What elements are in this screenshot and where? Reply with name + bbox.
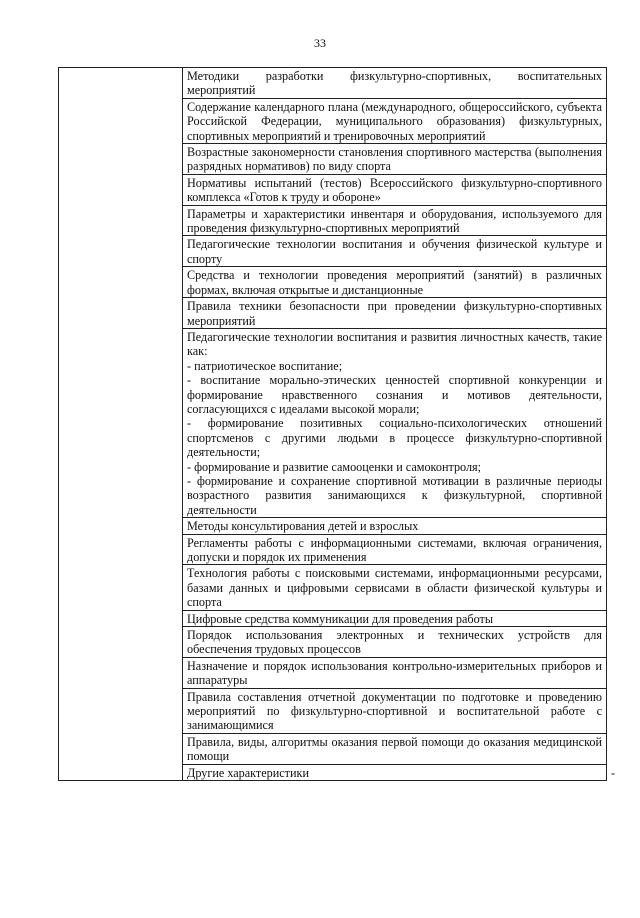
knowledge-item: Технология работы с поисковыми системами, информационными ресурсами, базами данных и цифровыми сервисами в области физической культуры и спорта	[183, 565, 607, 610]
knowledge-item: Возрастные закономерности становления спортивного мастерства (выполнения разрядных нормативов) по виду спорта	[183, 144, 607, 175]
qualities-cell	[183, 328, 607, 517]
knowledge-item: Регламенты работы с информационными системами, включая ограничения, допуски и порядок их применения	[183, 534, 607, 565]
knowledge-item: Порядок использования электронных и технических устройств для обеспечения трудовых процессов	[183, 627, 607, 658]
empty-left-cell	[59, 68, 183, 781]
knowledge-item: Нормативы испытаний (тестов) Всероссийского физкультурно-спортивного комплекса «Готов к труду и обороне»	[183, 174, 607, 205]
knowledge-item: Правила составления отчетной документации по подготовке и проведению мероприятий по физкультурно-спортивной и воспитательной работе с занимающимися	[183, 688, 607, 733]
table-row: Другие характеристики -	[59, 764, 607, 780]
knowledge-item: Педагогические технологии воспитания и обучения физической культуре и спорту	[183, 236, 607, 267]
page-number: 33	[314, 36, 326, 50]
knowledge-item: Назначение и порядок использования контрольно-измерительных приборов и аппаратуры	[183, 657, 607, 688]
requirements-table	[58, 67, 616, 781]
knowledge-item: Параметры и характеристики инвентаря и оборудования, используемого для проведения физкультурно-спортивных мероприятий	[183, 205, 607, 236]
qualities-bullet: - формирование и сохранение спортивной мотивации в различные периоды возрастного развития занимающихся к физкультурной, спортивной деятельности	[187, 473, 602, 517]
table-row	[59, 68, 607, 99]
qualities-intro: Педагогические технологии воспитания и развития личностных качеств, такие как:	[187, 329, 602, 359]
knowledge-item: Правила, виды, алгоритмы оказания первой помощи до оказания медицинской помощи	[183, 733, 607, 764]
knowledge-item: Методы консультирования детей и взрослых	[183, 518, 607, 534]
qualities-bullet: - формирование позитивных социально-психологических отношений спортсменов с другими людьми в процессе физкультурно-спортивной деятельности;	[187, 416, 602, 460]
knowledge-item: Средства и технологии проведения мероприятий (занятий) в различных формах, включая открытые и дистанционные	[183, 267, 607, 298]
knowledge-item: Методики разработки физкультурно-спортивных, воспитательных мероприятий	[183, 68, 607, 99]
knowledge-item: Содержание календарного плана (международного, общероссийского, субъекта Российской Федерации, муниципального образования) физкультурных, спортивных мероприятий и тренировочных мероприятий	[183, 98, 607, 143]
qualities-bullet: - воспитание морально-этических ценностей спортивной конкуренции и формирование нравственного сознания и мотивов деятельности, согласующихся с идеалами высокой морали;	[187, 373, 602, 416]
other-characteristics-label: Другие характеристики	[183, 764, 607, 780]
knowledge-item: Цифровые средства коммуникации для проведения работы	[183, 610, 607, 626]
qualities-bullet: - формирование и развитие самооценки и самоконтроля;	[187, 459, 482, 474]
qualities-bullet: - патриотическое воспитание;	[187, 358, 343, 373]
knowledge-item: Правила техники безопасности при проведении физкультурно-спортивных мероприятий	[183, 298, 607, 329]
